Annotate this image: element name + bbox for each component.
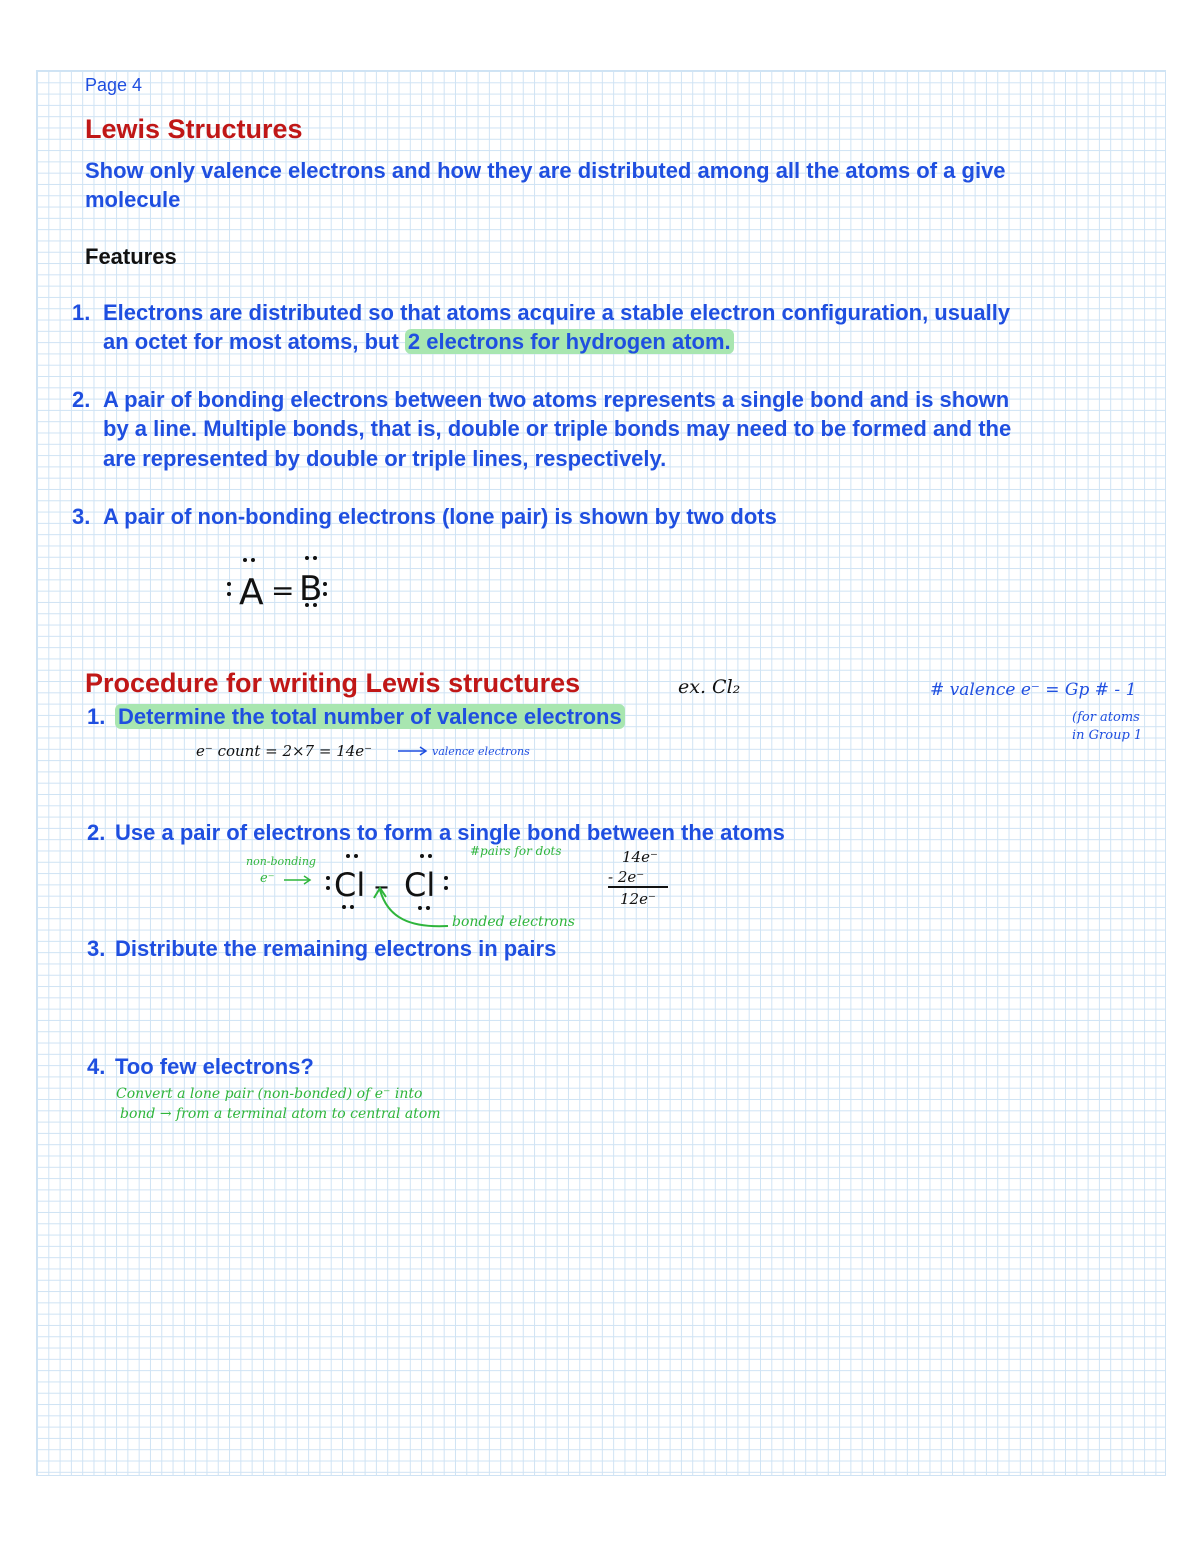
step-4-text: Too few electrons? <box>115 1054 314 1079</box>
nonbonding-label-1: non-bonding <box>246 855 316 868</box>
step-4-note-line-2: bond → from a terminal atom to central atom <box>120 1106 441 1122</box>
single-bond: – <box>374 869 389 904</box>
step-3-text: Distribute the remaining electrons in pairs <box>115 936 557 961</box>
procedure-heading: Procedure for writing Lewis structures <box>85 668 581 698</box>
atom-cl-left: Cl <box>334 866 366 904</box>
step-4-note-line-1: Convert a lone pair (non-bonded) of e⁻ into <box>116 1086 423 1102</box>
lewis-diagram-a-b <box>215 548 335 618</box>
feature-2-line-3: are represented by double or triple lines, respectively. <box>103 446 667 471</box>
pairs-label: #pairs for dots <box>470 844 562 858</box>
step-2-text: Use a pair of electrons to form a single bond between the atoms <box>115 820 785 845</box>
feature-2-line-1: A pair of bonding electrons between two atoms represents a single bond and is shown <box>103 387 1010 412</box>
bonded-label: bonded electrons <box>452 914 575 930</box>
side-note-line-3: in Group 1 <box>1072 728 1143 743</box>
feature-3-line-1: A pair of non-bonding electrons (lone pair) is shown by two dots <box>103 504 777 529</box>
atom-a: A <box>239 572 264 613</box>
bonded-arrow <box>370 884 460 934</box>
double-bond: = <box>271 574 295 607</box>
calc-rule <box>608 886 668 888</box>
atom-cl-right: Cl <box>404 866 436 904</box>
calc-top: 14e⁻ <box>622 848 658 866</box>
side-note-line-1: # valence e⁻ = Gp # - 1 <box>930 680 1137 700</box>
feature-1-line-2-text: an octet for most atoms, but <box>103 329 405 354</box>
step-1-calc: e⁻ count = 2×7 = 14e⁻ <box>196 742 373 760</box>
feature-2-line-2: by a line. Multiple bonds, that is, double or triple bonds may need to be formed and the <box>103 416 1012 441</box>
step-1-number: 1. <box>87 704 106 729</box>
step-4-number: 4. <box>87 1054 106 1079</box>
procedure-example: ex. Cl₂ <box>678 676 741 698</box>
step-1-arrow <box>398 744 430 758</box>
feature-1-line-1: Electrons are distributed so that atoms acquire a stable electron configuration, usually <box>103 300 1011 325</box>
step-3-number: 3. <box>87 936 106 961</box>
features-heading: Features <box>85 244 177 269</box>
calc-bottom: 12e⁻ <box>620 890 656 908</box>
intro-line-1: Show only valence electrons and how they are distributed among all the atoms of a give <box>85 158 1006 183</box>
side-note-line-2: (for atoms <box>1072 710 1140 725</box>
hydrogen-highlight: 2 electrons for hydrogen atom. <box>405 329 734 354</box>
step-2-number: 2. <box>87 820 106 845</box>
nonbonding-label-2: e⁻ <box>260 871 275 886</box>
step-1-highlight: Determine the total number of valence electrons <box>115 704 625 729</box>
page-title: Lewis Structures <box>85 114 303 144</box>
feature-2-number: 2. <box>72 387 91 412</box>
feature-1-line-2 <box>103 329 734 355</box>
nonbonding-arrow <box>284 873 314 887</box>
page-label: Page 4 <box>85 75 143 95</box>
calc-mid: - 2e⁻ <box>608 868 645 886</box>
intro-line-2: molecule <box>85 187 181 212</box>
graph-paper <box>36 70 1166 1476</box>
atom-b: B <box>299 569 323 609</box>
step-1-label: valence electrons <box>432 745 530 758</box>
feature-1-number: 1. <box>72 300 91 325</box>
feature-3-number: 3. <box>72 504 91 529</box>
step-1-text <box>115 704 625 730</box>
